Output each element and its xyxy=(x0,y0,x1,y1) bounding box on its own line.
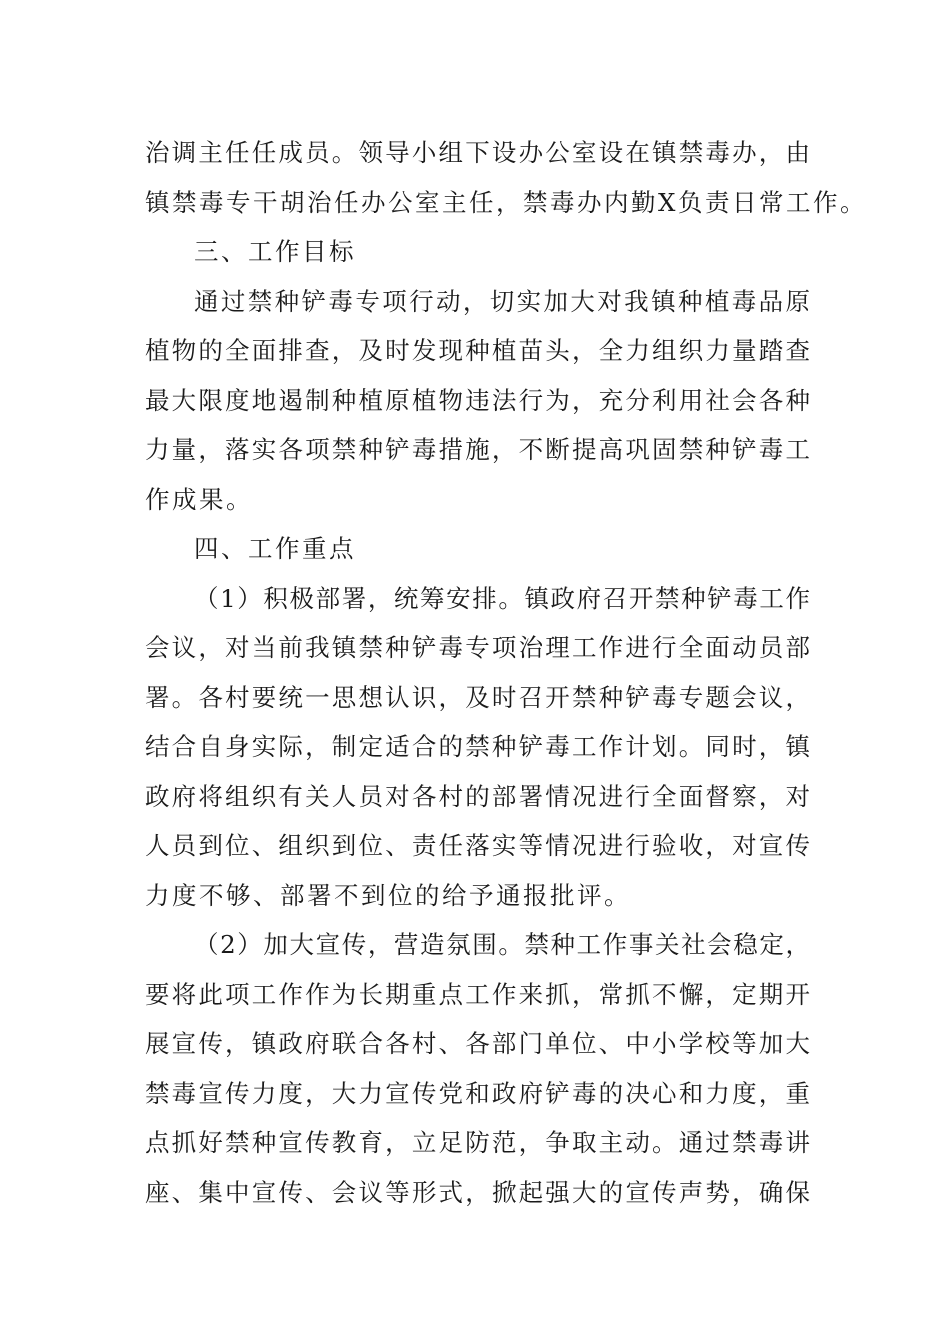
text-line: 治调主任任成员。领导小组下设办公室设在镇禁毒办，由 xyxy=(145,138,810,167)
text-line: 禁毒宣传力度，大力宣传党和政府铲毒的决心和力度，重 xyxy=(145,1078,810,1108)
text-line: 署。各村要统一思想认识，及时召开禁种铲毒专题会议， xyxy=(145,682,810,712)
text-line: 最大限度地遏制种植原植物违法行为，充分利用社会各种 xyxy=(145,385,810,415)
text-line: 座、集中宣传、会议等形式，掀起强大的宣传声势，确保 xyxy=(145,1177,810,1207)
text-line: 会议，对当前我镇禁种铲毒专项治理工作进行全面动员部 xyxy=(145,633,810,662)
text-line: 结合自身实际，制定适合的禁种铲毒工作计划。同时，镇 xyxy=(145,732,810,761)
text-line: 点抓好禁种宣传教育，立足防范，争取主动。通过禁毒讲 xyxy=(145,1128,810,1157)
text-line: 通过禁种铲毒专项行动，切实加大对我镇种植毒品原 xyxy=(194,286,810,316)
text-line: 作成果。 xyxy=(145,484,253,514)
section-heading-focus: 四、工作重点 xyxy=(194,534,356,563)
text-line: 政府将组织有关人员对各村的部署情况进行全面督察，对 xyxy=(145,781,810,811)
text-line: 要将此项工作作为长期重点工作来抓，常抓不懈，定期开 xyxy=(145,979,810,1009)
text-line: （2）加大宣传，营造氛围。禁种工作事关社会稳定， xyxy=(194,930,810,959)
text-line: 力度不够、部署不到位的给予通报批评。 xyxy=(145,880,631,910)
text-line: 镇禁毒专干胡治任办公室主任，禁毒办内勤X负责日常工作。 xyxy=(145,187,867,217)
text-line: 展宣传，镇政府联合各村、各部门单位、中小学校等加大 xyxy=(145,1029,810,1058)
text-line: 力量，落实各项禁种铲毒措施，不断提高巩固禁种铲毒工 xyxy=(145,435,810,464)
text-line: 人员到位、组织到位、责任落实等情况进行验收，对宣传 xyxy=(145,831,810,860)
text-line: 植物的全面排查，及时发现种植苗头，全力组织力量踏查 xyxy=(145,336,810,365)
section-heading-goals: 三、工作目标 xyxy=(194,237,356,266)
text-line: （1）积极部署，统筹安排。镇政府召开禁种铲毒工作 xyxy=(194,583,810,613)
document-body xyxy=(145,128,867,1217)
